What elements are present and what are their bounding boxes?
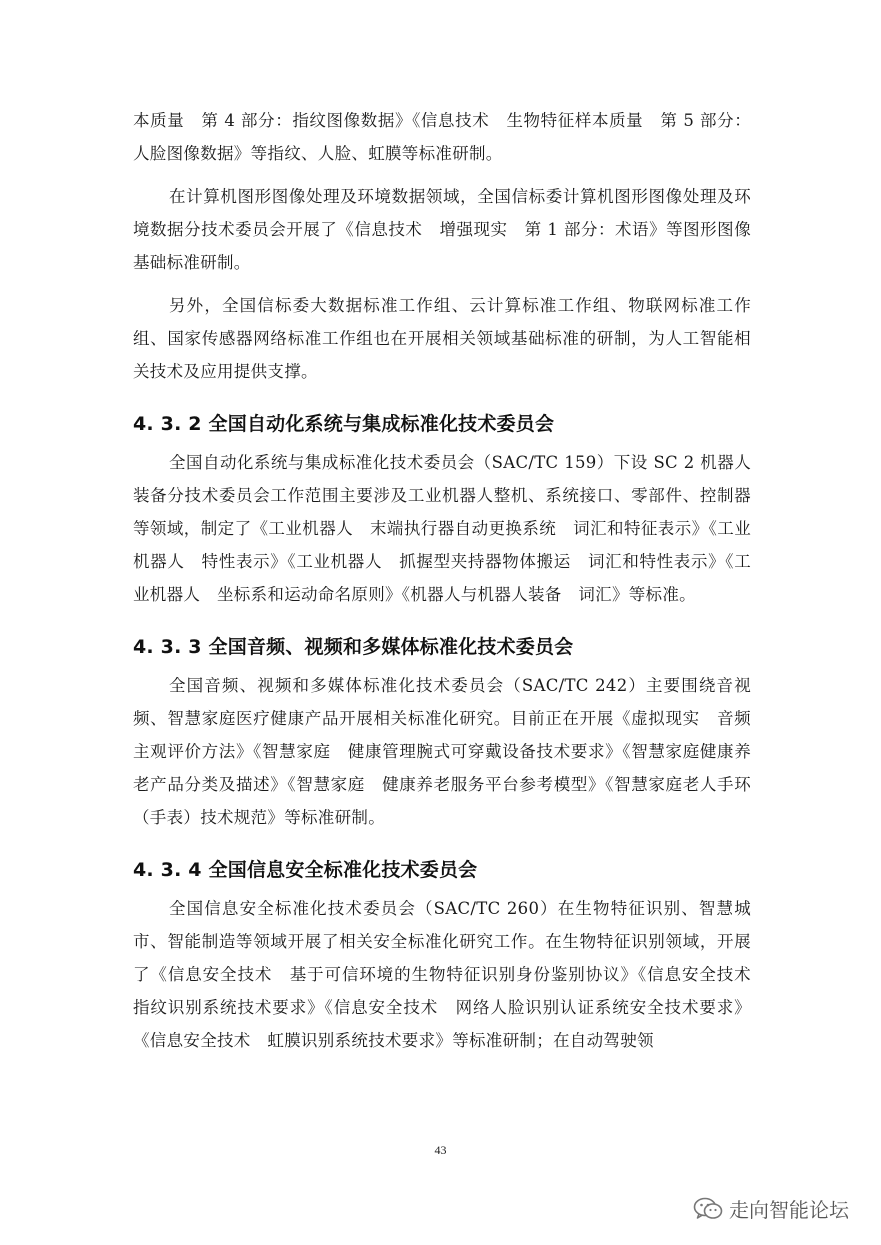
page-number: 43 [434, 1143, 447, 1157]
section-heading-security: 4. 3. 4 全国信息安全标准化技术委员会 [133, 859, 478, 881]
section-heading-multimedia: 4. 3. 3 全国音频、视频和多媒体标准化技术委员会 [133, 636, 574, 658]
watermark [693, 1194, 849, 1223]
paragraph-security: 全国信息安全标准化技术委员会（SAC/TC 260）在生物特征识别、智慧城市、智能制造等领域开展了相关安全标准化研究工作。在生物特征识别领域，开展了《信息安全技术 基于可信环境的生物特征识别身份鉴别协议》《信息安全技术 指纹识别系统技术要求》《信息安全技术 网络人脸识别认证系统安全技术要求》《信息安全技术 虹膜识别系统技术要求》等标准研制；在自动驾驶领 [133, 899, 768, 1050]
paragraph-automation: 全国自动化系统与集成标准化技术委员会（SAC/TC 159）下设 SC 2 机器人装备分技术委员会工作范围主要涉及工业机器人整机、系统接口、零部件、控制器等领域，制定了《工业机器人 末端执行器自动更换系统 词汇和特征表示》《工业机器人 特性表示》《工业机器人 抓握型夹持器物体搬运 词汇和特性表示》《工业机器人 坐标系和运动命名原则》《机器人与机器人装备 词汇》等标准。 [133, 453, 751, 604]
paragraph-continuation: 本质量 第 4 部分：指纹图像数据》《信息技术 生物特征样本质量 第 5 部分：人脸图像数据》等指纹、人脸、虹膜等标准研制。 [133, 111, 751, 163]
paragraph-graphics-standards: 在计算机图形图像处理及环境数据领域，全国信标委计算机图形图像处理及环境数据分技术委员会开展了《信息技术 增强现实 第 1 部分：术语》等图形图像基础标准研制。 [133, 187, 751, 272]
paragraph-multimedia: 全国音频、视频和多媒体标准化技术委员会（SAC/TC 242）主要围绕音视频、智慧家庭医疗健康产品开展相关标准化研究。目前正在开展《虚拟现实 音频主观评价方法》《智慧家庭 健康管理腕式可穿戴设备技术要求》《智慧家庭健康养老产品分类及描述》《智慧家庭 健康养老服务平台参考模型》《智慧家庭老人手环（手表）技术规范》等标准研制。 [133, 676, 751, 827]
wechat-icon [693, 1196, 723, 1222]
document-body [133, 104, 768, 1067]
section-heading-automation: 4. 3. 2 全国自动化系统与集成标准化技术委员会 [133, 413, 555, 435]
paragraph-other-working-groups: 另外，全国信标委大数据标准工作组、云计算标准工作组、物联网标准工作组、国家传感器网络标准工作组也在开展相关领域基础标准的研制，为人工智能相关技术及应用提供支撑。 [133, 296, 751, 381]
watermark-label: 走向智能论坛 [729, 1198, 849, 1222]
